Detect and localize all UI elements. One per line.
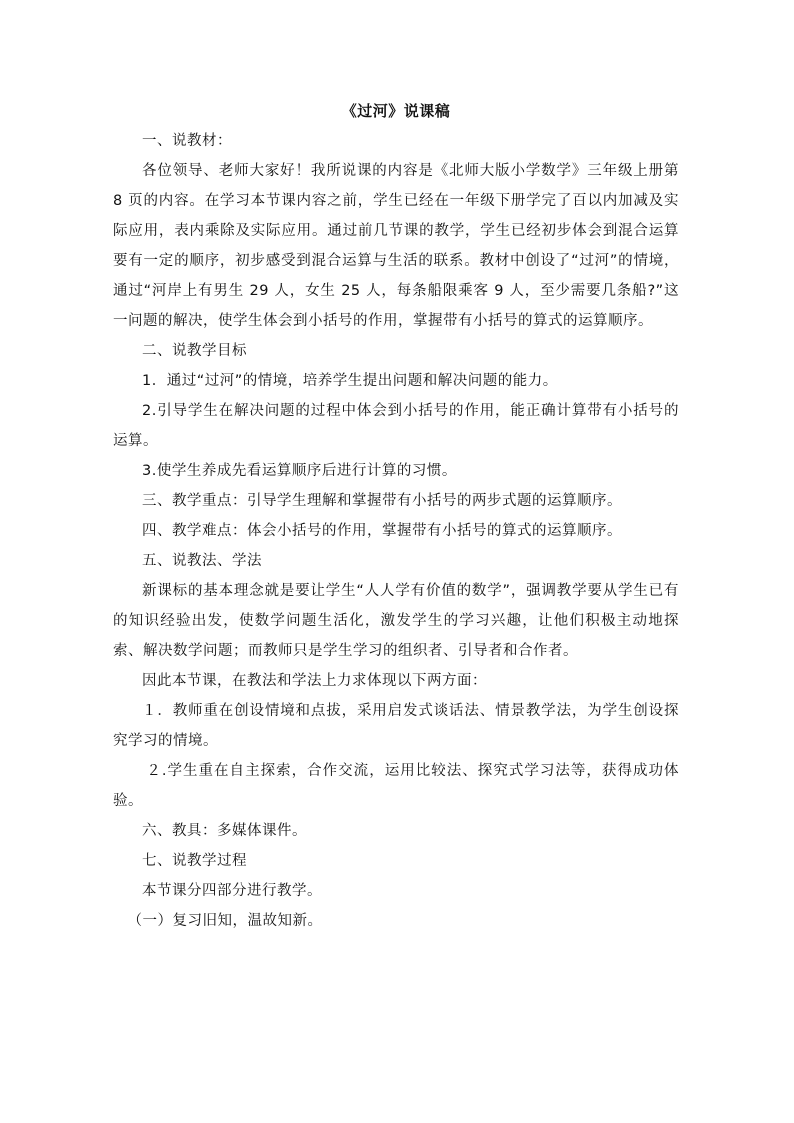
document-body	[113, 96, 679, 936]
goal-item-2: 2.引导学生在解决问题的过程中体会到小括号的作用，能正确计算带有小括号的运算。	[113, 403, 679, 449]
paragraph-process-intro: 本节课分四部分进行教学。	[142, 883, 322, 899]
section-key-points: 三、教学重点：引导学生理解和掌握带有小括号的两步式题的运算顺序。	[142, 493, 622, 509]
goal-item-3: 3.使学生养成先看运算顺序后进行计算的习惯。	[142, 463, 457, 479]
document-title: 《过河》说课稿	[341, 102, 451, 120]
paragraph-textbook-intro: 各位领导、老师大家好！我所说课的内容是《北师大版小学数学》三年级上册第 8 页的内容。在学习本节课内容之前，学生已经在一年级下册学完了百以内加减及实际应用，表内乘除及实际应用。通过前几节课的教学，学生已经初步体会到混合运算要有一定的顺序，初步感受到混合运算与生活的联系。教材中创设了“过河”的情境，通过“河岸上有男生 29 人，女生 25 人，每条船限乘客 9 人，至少需要几条船?”这一问题的解决，使学生体会到小括号的作用，掌握带有小括号的算式的运算顺序。	[113, 163, 679, 329]
goal-item-1: 1．通过“过河”的情境，培养学生提出问题和解决问题的能力。	[142, 373, 558, 389]
method-item-1: １．教师重在创设情境和点拔，采用启发式谈话法、情景教学法，为学生创设探究学习的情境。	[113, 703, 679, 749]
section-heading-methods: 五、说教法、学法	[142, 553, 262, 569]
method-item-2: ２.学生重在自主探索，合作交流，运用比较法、探究式学习法等，获得成功体验。	[113, 763, 679, 809]
paragraph-curriculum-idea: 新课标的基本理念就是要让学生“人人学有价值的数学”，强调教学要从学生已有的知识经验出发，使数学问题生活化，激发学生的学习兴趣，让他们积极主动地探索、解决数学问题；而教师只是学生学习的组织者、引导者和合作者。	[113, 583, 679, 659]
section-teaching-aids: 六、教具：多媒体课件。	[142, 823, 307, 839]
section-difficulties: 四、教学难点：体会小括号的作用，掌握带有小括号的算式的运算顺序。	[142, 523, 622, 539]
section-heading-process: 七、说教学过程	[142, 853, 247, 869]
paragraph-methods-intro: 因此本节课，在教法和学法上力求体现以下两方面：	[142, 673, 487, 689]
process-step-1: （一）复习旧知，温故知新。	[127, 913, 323, 929]
section-heading-textbook: 一、说教材：	[142, 133, 232, 149]
section-heading-goals: 二、说教学目标	[142, 343, 247, 359]
